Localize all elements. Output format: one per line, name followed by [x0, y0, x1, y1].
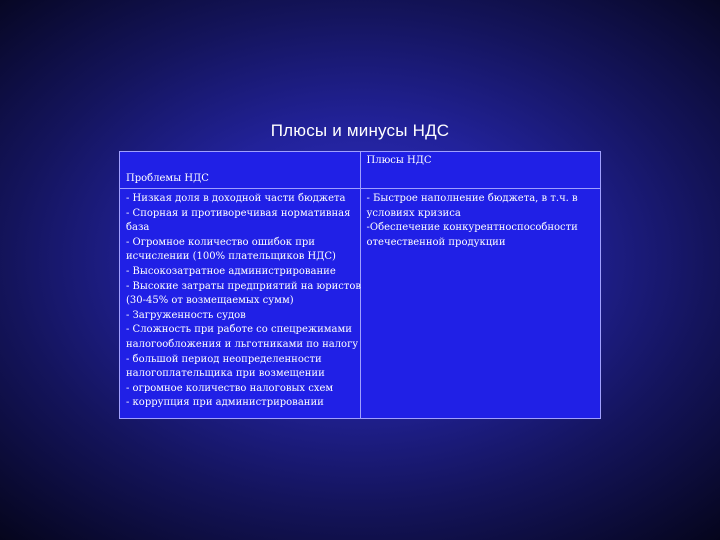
table-body-row [120, 189, 601, 419]
problems-cell [120, 189, 361, 419]
problems-line: - огромное количество налоговых схем [126, 382, 334, 394]
problems-line: - большой период неопределенности [126, 353, 322, 365]
problems-line: налогоплательщика при возмещении [126, 368, 325, 380]
problems-line: - Высокозатратное администрирование [126, 265, 336, 277]
problems-line: - Загруженность судов [126, 309, 246, 321]
problems-line: - Огромное количество ошибок при [126, 236, 315, 248]
pluses-cell [360, 189, 601, 419]
problems-line: база [126, 222, 150, 234]
pluses-line: условиях кризиса [366, 207, 461, 219]
problems-line: налогообложения и льготниками по налогу [126, 338, 359, 350]
problems-line: (30-45% от возмещаемых сумм) [126, 295, 294, 307]
problems-line: - Низкая доля в доходной части бюджета [126, 193, 346, 204]
problems-line: исчислении (100% плательщиков НДС) [126, 251, 336, 263]
problems-line: - Спорная и противоречивая нормативная [126, 207, 351, 219]
slide-title: Плюсы и минусы НДС [270, 121, 450, 140]
problems-line: - Высокие затраты предприятий на юристов [126, 280, 362, 292]
problems-line: - Сложность при работе со спецрежимами [126, 324, 352, 336]
header-problems: Проблемы НДС [120, 152, 361, 189]
vat-table [119, 151, 601, 419]
header-pluses: Плюсы НДС [360, 152, 601, 189]
problems-line: - коррупция при администрировании [126, 397, 324, 409]
pluses-line: - Быстрое наполнение бюджета, в т.ч. в [366, 193, 578, 204]
pluses-line: -Обеспечение конкурентноспособности [366, 222, 578, 234]
table-header-row [120, 152, 601, 189]
pluses-line: отечественной продукции [366, 236, 506, 248]
